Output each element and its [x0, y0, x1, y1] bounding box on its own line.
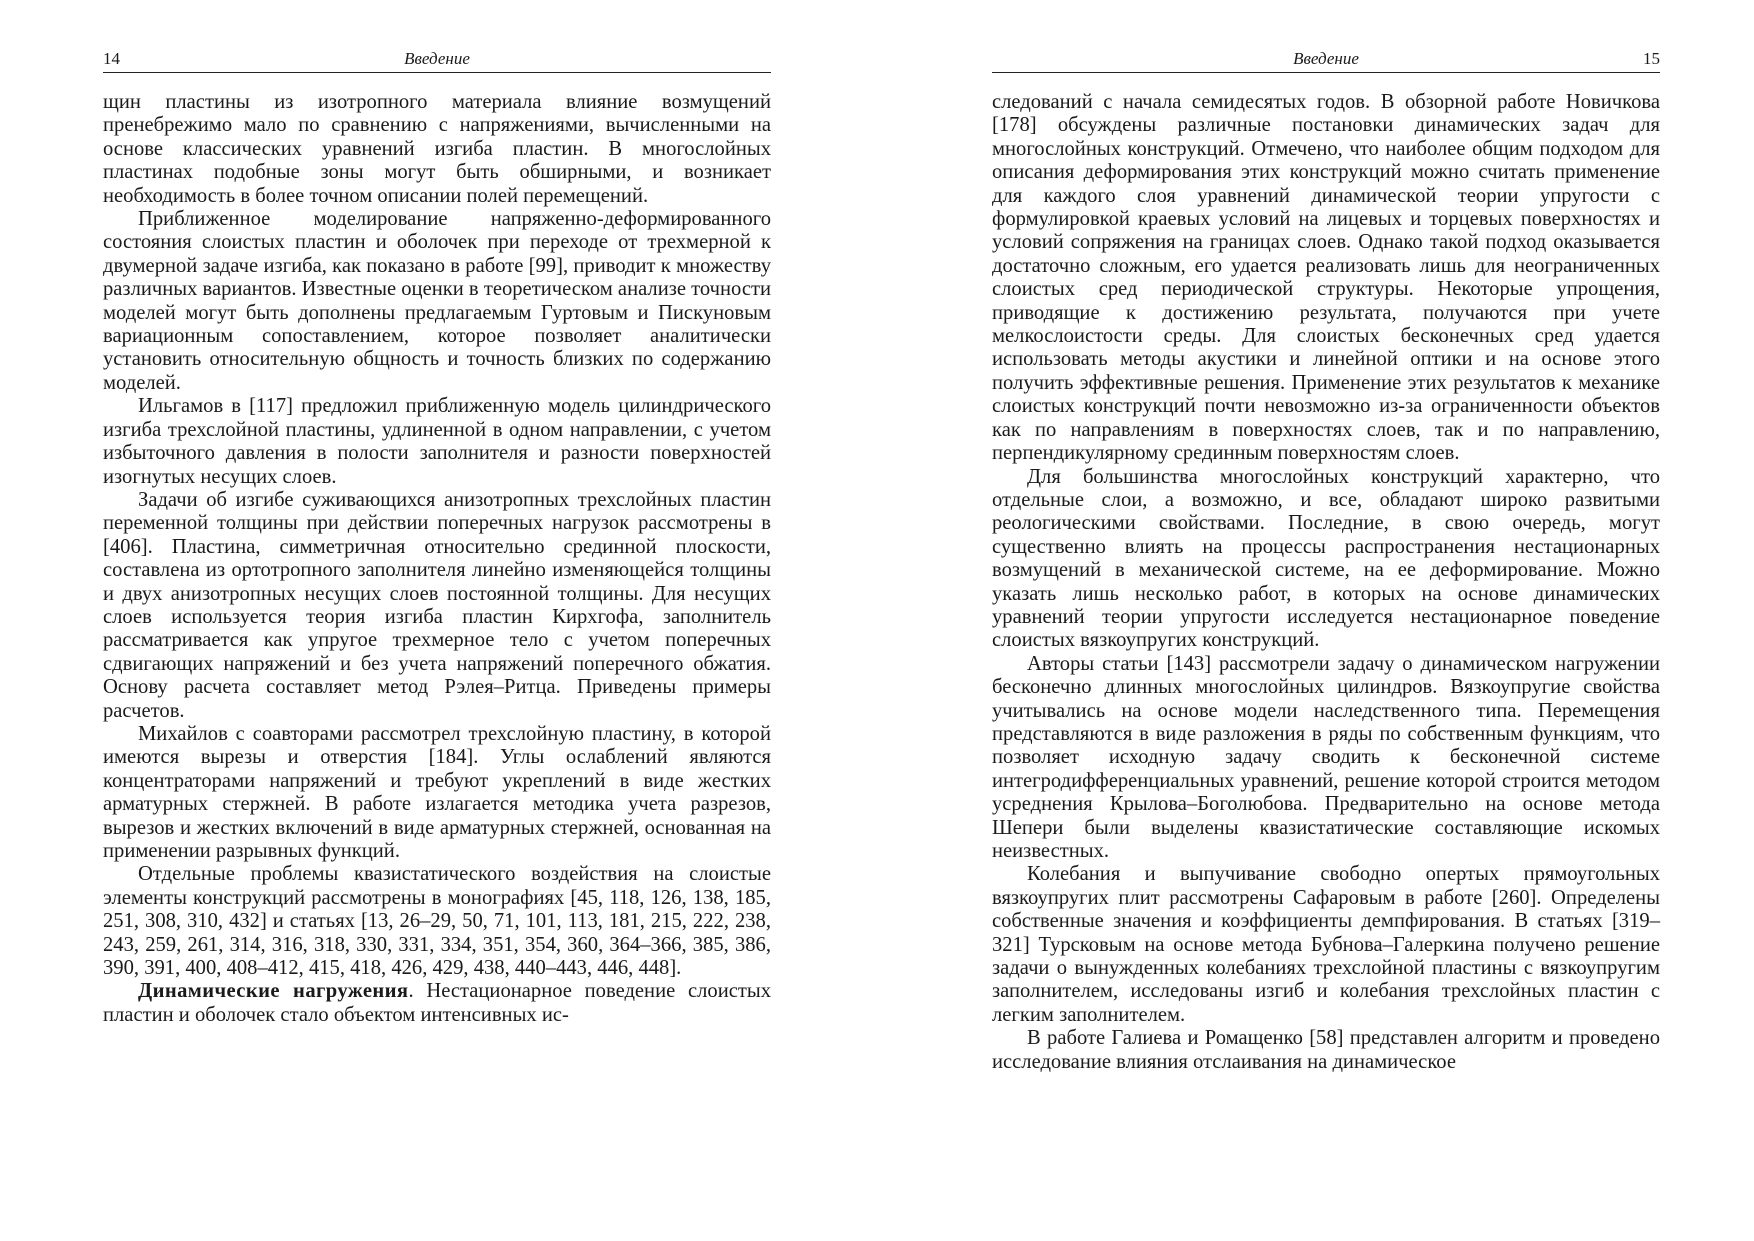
body-text-right — [992, 91, 1660, 1074]
paragraph: Приближенное моделирование напряженно-деформированного состояния слоистых пластин и оболочек при переходе от трехмерной к двумерной задаче изгиба, как показано в работе [99], приводит к множеству различных вариантов. Известные оценки в теоретическом анализе точности моделей могут быть дополнены предлагаемым Гуртовым и Пискуновым вариационным сопоставлением, которое позволяет аналитически установить относительную общность и точность близких по содержанию моделей. — [103, 208, 771, 394]
paragraph: следований с начала семидесятых годов. В обзорной работе Новичкова [178] обсуждены различные постановки динамических задач для многослойных конструкций. Отмечено, что наиболее общим подходом для описания деформирования этих конструкций можно считать применение для каждого слоя уравнений динамической теории упругости с формулировкой краевых условий на лицевых и торцевых поверхностях и условий сопряжения на границах слоев. Однако такой подход оказывается достаточно сложным, его удается реализовать лишь для неограниченных слоистых сред периодической структуры. Некоторые упрощения, приводящие к достижению результата, получаются при учете мелкослоистости среды. Для слоистых бесконечных сред удается использовать методы акустики и линейной оптики и на основе этого получить эффективные решения. Применение этих результатов к механике слоистых конструкций почти невозможно из-за ограниченности объектов как по направлениям в поверхностях слоев, так и по направлению, перпендикулярному срединным поверхностям слоев. — [992, 91, 1660, 465]
left-page — [103, 0, 771, 1241]
running-head-left — [103, 46, 771, 73]
paragraph: Ильгамов в [117] предложил приближенную модель цилиндрического изгиба трехслойной пластины, удлиненной в одном направлении, с учетом избыточного давления в полости заполнителя и разности поверхностей изогнутых несущих слоев. — [103, 395, 771, 488]
paragraph: В работе Галиева и Ромащенко [58] представлен алгоритм и проведено исследование влияния отслаивания на динамическое — [992, 1027, 1660, 1073]
paragraph: Для большинства многослойных конструкций характерно, что отдельные слои, а возможно, и все, обладают широко развитыми реологическими свойствами. Последние, в свою очередь, могут существенно влиять на процессы распространения нестационарных возмущений в механической системе, на ее деформирование. Можно указать лишь несколько работ, в которых на основе динамических уравнений теории упругости исследуется нестационарное поведение слоистых вязкоупругих конструкций. — [992, 465, 1660, 652]
paragraph: Михайлов с соавторами рассмотрел трехслойную пластину, в которой имеются вырезы и отверстия [184]. Углы ослаблений являются концентраторами напряжений и требуют укреплений в виде жестких арматурных стержней. В работе излагается методика учета разрезов, вырезов и жестких включений в виде арматурных стержней, основанная на применении разрывных функций. — [103, 722, 771, 862]
paragraph — [103, 980, 771, 1027]
running-head-title: Введение — [404, 49, 470, 68]
page-number: 15 — [1643, 49, 1660, 68]
paragraph: Задачи об изгибе суживающихся анизотропных трехслойных пластин переменной толщины при действии поперечных нагрузок рассмотрены в [406]. Пластина, симметричная относительно срединной плоскости, составлена из ортотропного заполнителя линейно изменяющейся толщины и двух анизотропных несущих слоев постоянной толщины. Для несущих слоев используется теория изгиба пластин Кирхгофа, заполнитель рассматривается как упругое трехмерное тело с учетом поперечных сдвигающих напряжений и без учета напряжений поперечного обжатия. Основу расчета составляет метод Рэлея–Ритца. Приведены примеры расчетов. — [103, 488, 771, 722]
paragraph: Колебания и выпучивание свободно опертых прямоугольных вязкоупругих плит рассмотрены Сафаровым в работе [260]. Определены собственные значения и коэффициенты демпфирования. В статьях [319–321] Турсковым на основе метода Бубнова–Галеркина получено решение задачи о вынужденных колебаниях трехслойной пластины с вязкоупругим заполнителем, исследованы изгиб и колебания трехслойных пластин с легким заполнителем. — [992, 863, 1660, 1026]
paragraph-lead-heading: Динамические нагружения — [138, 980, 409, 1003]
page-number: 14 — [103, 49, 120, 68]
running-head-title: Введение — [1293, 49, 1359, 68]
paragraph: щин пластины из изотропного материала влияние возмущений пренебрежимо мало по сравнению с напряжениями, вычисленными на основе классических уравнений изгиба пластин. В многослойных пластинах подобные зоны могут быть обширными, и возникает необходимость в более точном описании полей перемещений. — [103, 91, 771, 207]
body-text-left — [103, 91, 771, 1027]
right-page — [992, 0, 1660, 1241]
paragraph-body: . Нестационарное поведение слоистых пластин и оболочек стало объектом интенсивных ис- — [103, 980, 771, 1026]
running-head-right — [992, 46, 1660, 73]
paragraph: Отдельные проблемы квазистатического воздействия на слоистые элементы конструкций рассмотрены в монографиях [45, 118, 126, 138, 185, 251, 308, 310, 432] и статьях [13, 26–29, 50, 71, 101, 113, 181, 215, 222, 238, 243, 259, 261, 314, 316, 318, 330, 331, 334, 351, 354, 360, 364–366, 385, 386, 390, 391, 400, 408–412, 415, 418, 426, 429, 438, 440–443, 446, 448]. — [103, 863, 771, 980]
paragraph: Авторы статьи [143] рассмотрели задачу о динамическом нагружении бесконечно длинных многослойных цилиндров. Вязкоупругие свойства учитывались на основе модели наследственного типа. Перемещения представляются в виде разложения в ряды по собственным функциям, что позволяет исходную задачу сводить к бесконечной системе интегродифференциальных уравнений, решение которой строится методом усреднения Крылова–Боголюбова. Предварительно на основе метода Шепери были выделены квазистатические составляющие искомых неизвестных. — [992, 652, 1660, 862]
